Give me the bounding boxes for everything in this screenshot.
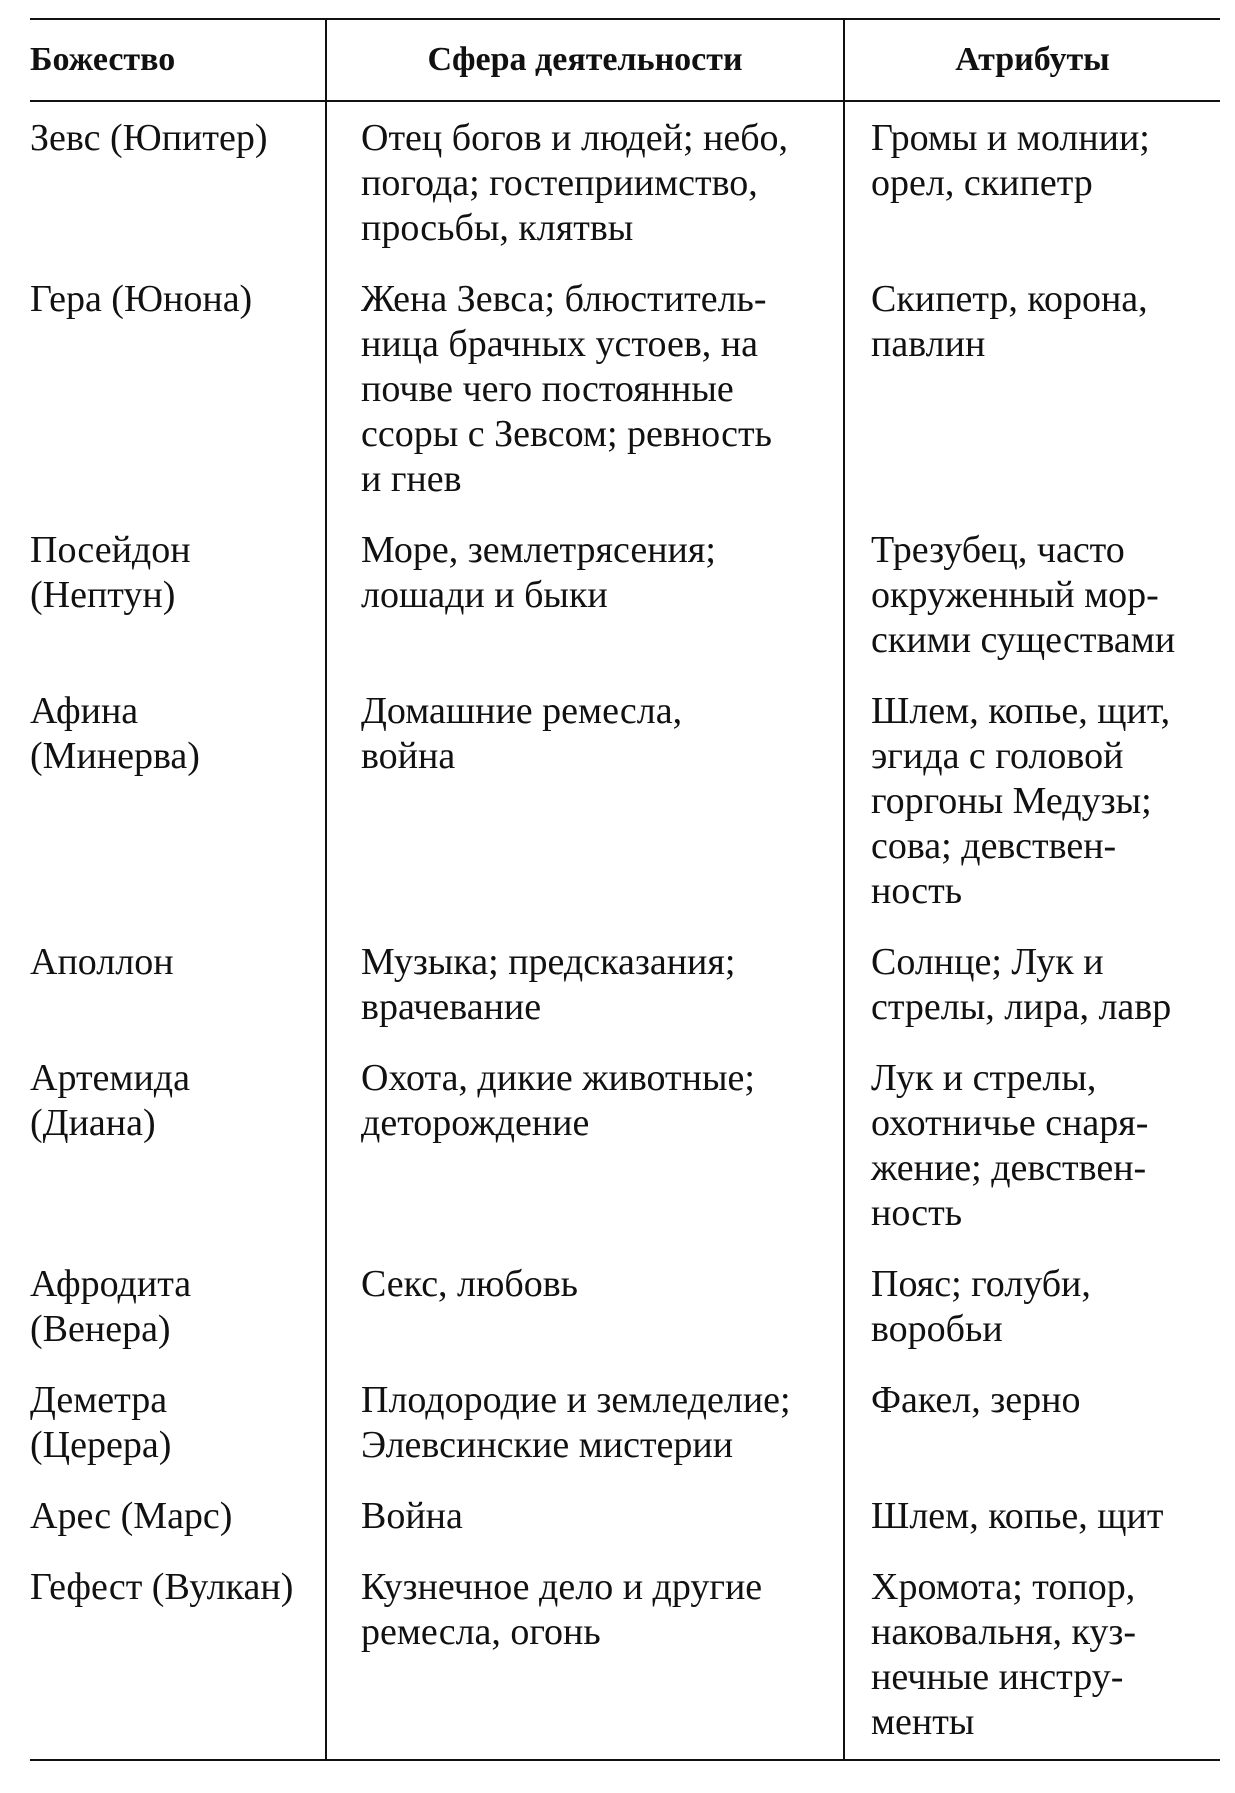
table-row	[30, 101, 1220, 265]
deities-table-container	[30, 18, 1220, 1761]
cell-attributes: Пояс; голуби, воробьи	[844, 1250, 1220, 1366]
cell-attributes: Трезубец, часто окруженный мор- скими существами	[844, 516, 1220, 677]
cell-sphere: Кузнечное дело и другие ремесла, огонь	[326, 1553, 844, 1760]
cell-deity: Арес (Марс)	[30, 1495, 233, 1537]
cell-deity: Гера (Юнона)	[30, 278, 253, 320]
table-row	[30, 1553, 1220, 1760]
cell-attributes: Скипетр, корона, павлин	[844, 265, 1220, 516]
table-row	[30, 1250, 1220, 1366]
cell-attributes: Факел, зерно	[844, 1366, 1220, 1482]
deities-table	[30, 18, 1220, 1761]
table-row	[30, 265, 1220, 516]
table-row	[30, 928, 1220, 1044]
table-row	[30, 1482, 1220, 1553]
header-row	[30, 19, 1220, 101]
cell-sphere: Музыка; предсказания; врачевание	[326, 928, 844, 1044]
cell-deity: Артемида (Диана)	[30, 1057, 190, 1144]
cell-sphere: Плодородие и земледелие; Элевсинские мистерии	[326, 1366, 844, 1482]
cell-sphere: Отец богов и людей; небо, погода; гостеприимство, просьбы, клятвы	[326, 101, 844, 265]
cell-sphere: Секс, любовь	[326, 1250, 844, 1366]
column-header-sphere: Сфера деятельности	[326, 19, 844, 101]
cell-sphere: Охота, дикие животные; деторождение	[326, 1044, 844, 1250]
cell-sphere: Война	[326, 1482, 844, 1553]
cell-deity: Посейдон (Нептун)	[30, 529, 191, 616]
cell-deity: Афродита (Венера)	[30, 1263, 192, 1350]
table-body	[30, 101, 1220, 1760]
cell-deity: Афина (Минерва)	[30, 690, 200, 777]
column-header-deity: Божество	[30, 19, 326, 101]
cell-sphere: Море, землетрясения; лошади и быки	[326, 516, 844, 677]
table-row	[30, 677, 1220, 928]
cell-sphere: Жена Зевса; блюститель- ница брачных устоев, на почве чего постоянные ссоры с Зевсом; ревность и гнев	[326, 265, 844, 516]
cell-attributes: Шлем, копье, щит, эгида с головой горгоны Медузы; сова; девствен- ность	[844, 677, 1220, 928]
cell-deity: Зевс (Юпитер)	[30, 117, 268, 159]
table-row	[30, 1366, 1220, 1482]
cell-attributes: Громы и молнии; орел, скипетр	[844, 101, 1220, 265]
table-row	[30, 516, 1220, 677]
table-header	[30, 19, 1220, 101]
cell-attributes: Хромота; топор, наковальня, куз- нечные инстру- менты	[844, 1553, 1220, 1760]
cell-attributes: Лук и стрелы, охотничье снаря- жение; девствен- ность	[844, 1044, 1220, 1250]
cell-deity: Гефест (Вулкан)	[30, 1566, 294, 1608]
column-header-attributes: Атрибуты	[844, 19, 1220, 101]
cell-deity: Деметра (Церера)	[30, 1379, 172, 1466]
table-row	[30, 1044, 1220, 1250]
cell-sphere: Домашние ремесла, война	[326, 677, 844, 928]
cell-attributes: Солнце; Лук и стрелы, лира, лавр	[844, 928, 1220, 1044]
cell-deity: Аполлон	[30, 941, 174, 983]
cell-attributes: Шлем, копье, щит	[844, 1482, 1220, 1553]
